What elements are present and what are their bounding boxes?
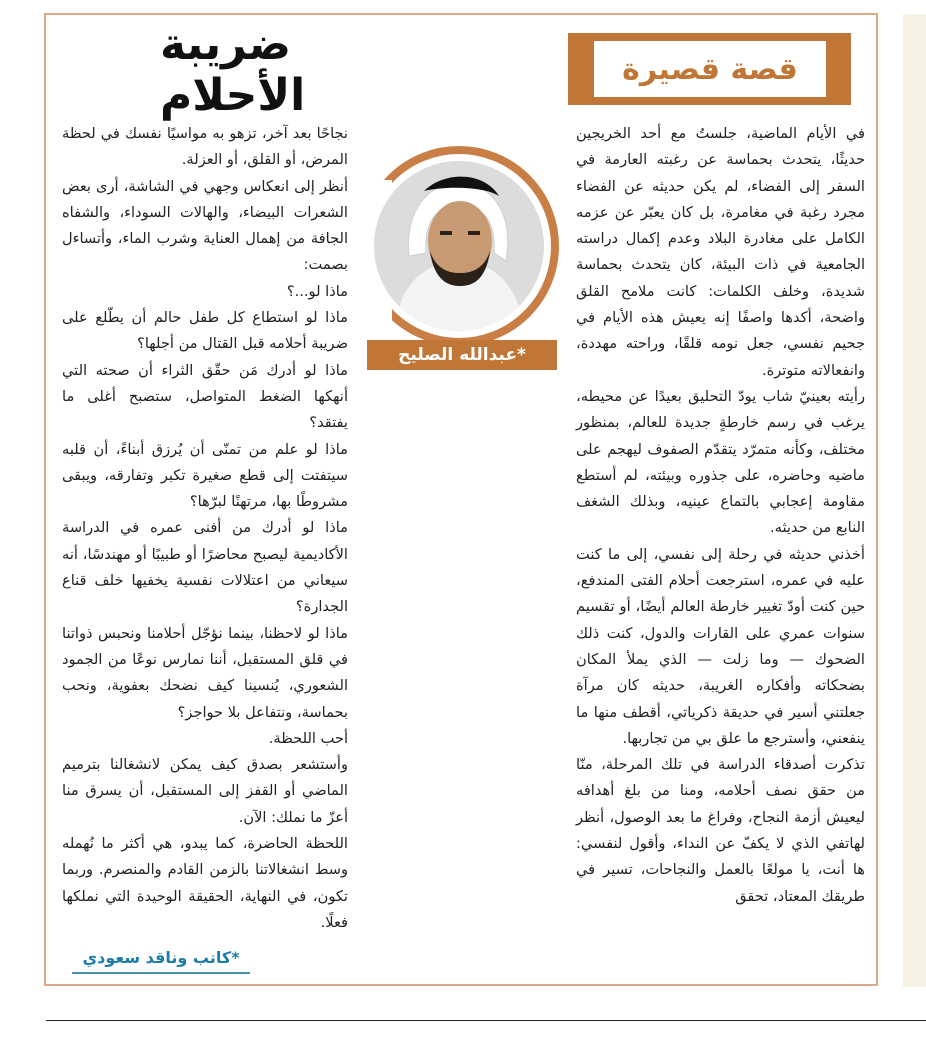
article-column-left — [62, 121, 348, 936]
portrait-icon — [374, 161, 544, 331]
adjacent-page-edge — [903, 14, 926, 987]
paragraph: في الأيام الماضية، جلستُ مع أحد الخريجين حديثًا، يتحدث بحماسة عن رغبته العارمة في السفر إلى الفضاء، لم يكن حديثه عن الفضاء مجرد رغبة في مغامرة، بل كان يعبّر عن عزمه الكامل على مغادرة البلاد وعدم إكمال دراسته الجامعية في ذات البيئة، كان يتحدث بحماسة شديدة، وخلف الكلمات: كانت ملامح القلق واضحة، أكدها واصفًا إنه يعيش هذه الأيام في جحيم نفسي، جعل نومه قلقًا، وراحته مهددة، وانفعالاته متوترة. — [576, 125, 865, 379]
paragraph: ماذا لو أدرك من أفنى عمره في الدراسة الأكاديمية ليصبح محاضرًا أو طبيبًا أو مهندسًا، أنه سيعاني من اعتلالات نفسية يخفيها خلف قناع الجدارة؟ — [62, 519, 348, 616]
paragraph: وأستشعر بصدق كيف يمكن لانشغالنا بترميم الماضي أو القفز إلى المستقبل، أن يسرق منا أعزّ ما نملك: الآن. — [62, 756, 348, 826]
paragraph: نجاحًا بعد آخر، تزهو به مواسيًا نفسك في لحظة المرض، أو القلق، أو العزلة. — [62, 125, 348, 169]
paragraph: ماذا لو علم من تمنّى أن يُرزق أبناءً، أن قلبه سيتفتت إلى قطع صغيرة تكبر وتفارقه، ويبقى مشروطًا بها، مرتهنًا لبرّها؟ — [62, 440, 348, 511]
paragraph: ماذا لو أدرك مَن حقّق الثراء أن صحته التي أنهكها الضغط المتواصل، ستصبح أغلى ما يفتقد؟ — [62, 361, 348, 432]
paragraph: أخذني حديثه في رحلة إلى نفسي، إلى ما كنت عليه في عمره، استرجعت أحلام الفتى المندفع، حين كنت أودّ تغيير خارطة العالم أيضًا، أو تقسيم سنوات عمري على القارات والدول، كنت ذلك الضحوك — وما زلت — الذي يملأ المكان بضحكاته وأفكاره الغريبة، حديثه كان مرآة جعلتني أسير في حديقة ذكرياتي، أقطف منها ما ينفعني، وأسترجع ما علق بي من تجاربها. — [576, 545, 865, 747]
article-title: ضريبة الأحلام — [160, 19, 306, 121]
paragraph: ماذا لو لاحظنا، بينما نؤجّل أحلامنا ونحبس ذواتنا في قلق المستقبل، أننا نمارس نوعًا من الجمود الشعوري، يُنسينا كيف نضحك بعفوية، ونحب بحماسة، ونتفاعل بلا حواجز؟ — [62, 624, 348, 721]
author-photo — [374, 161, 544, 331]
article-column-right — [576, 121, 865, 910]
section-label: قصة قصيرة — [594, 41, 826, 97]
author-name-badge: عبدالله الصليح* — [367, 340, 557, 370]
paragraph: رأيته بعينيّ شاب يودّ التحليق بعيدًا عن محيطه، يرغب في رسم خارطةٍ جديدة للعالم، بمنظور مختلف، وكأنه متمرّد يتقدّم الصفوف ليهجم على ماضيه وحاضره، على جذوره وبيئته، لم أستطع مقاومة إعجابي بالتماع عينيه، وبذلك الشغف النابع من حديثه. — [576, 387, 865, 537]
paragraph: اللحظة الحاضرة، كما يبدو، هي أكثر ما نُهمله وسط انشغالاتنا بالزمن القادم والمنصرم. وربما تكون، في النهاية، الحقيقة الوحيدة التي نملكها فعلًا. — [62, 835, 348, 931]
paragraph: أنظر إلى انعكاس وجهي في الشاشة، أرى بعض الشعرات البيضاء، والهالات السوداء، والشفاه الجافة من إهمال العناية وشرب الماء، وأتساءل بصمت: — [62, 177, 348, 274]
bottom-divider — [46, 1020, 926, 1021]
paragraph: أحب اللحظة. — [268, 729, 348, 747]
paragraph: تذكرت أصدقاء الدراسة في تلك المرحلة، منّا من حقق نصف أحلامه، ومنا من بلغ أهدافه ليعيش أزمة النجاح، وفراغ ما بعد الوصول، أنظر لهاتفي الذي لا يكفّ عن النداء، وأقول لنفسي: ها أنت، يا مولعًا بالعمل والنجاحات، تسير في طريقك المعتاد، تحقق — [576, 756, 865, 905]
paragraph: ماذا لو استطاع كل طفل حالم أن يطّلع على ضريبة أحلامه قبل القتال من أجلها؟ — [62, 309, 348, 353]
paragraph: ماذا لو...؟ — [286, 282, 348, 300]
author-signature: *كاتب وناقد سعودي — [72, 942, 250, 974]
